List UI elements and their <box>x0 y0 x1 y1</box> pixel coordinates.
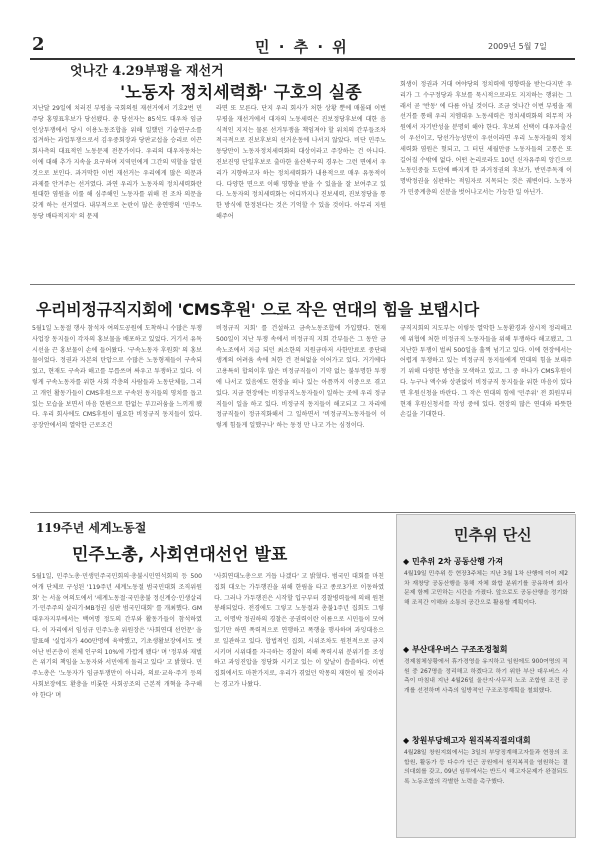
article2-column-3: 규직지회의 지도부는 이렇듯 열악한 노동환경과 삼시적 정리해고에 위협에 처한 비정규직 노동자들을 위해 투쟁하다 해고됐고, 그 지난한 투쟁이 벌써 500일을 훌쩍 넘기고 있다. 이에 현장에서는 어렵게 투쟁하고 있는 비정규직 동지들에게 연대의 힘을 보태주기 위해 다양한 방안을 모색하고 있고, 그 중 하나가 CMS후원이다. 누구나 액수와 상관없이 비정규직 동지들을 위한 마음이 있다면 후원신청을 바란다. 그 작은 연대의 힘에 '민주위' 전 회원부터 현재 후원신청서를 작성 중에 있다. 현장의 많은 연대와 따뜻한 손길을 기대한다. <box>400 325 572 419</box>
article1-column-2: 라면 또 모른다. 단지 우리 회사가 처한 상황 뿐에 매몰돼 이번 부평을 재선거에서 대자의 노동세력은 진보정당후보에 대한 음식적인 지지는 물론 선거투쟁을 책임져야 할 위치의 간부들조차 적극적으로 진보후보의 선거운동에 나서지 않았다. 비단 민주노동당만이 노동자정치세력화의 대상이라고 주장하는 건 아니다. 진보진영 단일후보로 출마한 울산북구의 경우는 그런 면에서 우리가 지향하고자 하는 정치세력화가 내용적으로 매우 유동적이다. 다양한 면으로 이해 영향을 받을 수 있을을 잘 보여주고 있다. 노동자의 정치세력화는 어디까지나 진보세력, 진보정당을 통한 방식에 한정된다는 것은 기억할 수 있을 것이다. 아무리 지원해주어 <box>216 105 386 220</box>
brief-3-headline: ◆ 창원부당해고자 원직복직결의대회 <box>403 736 531 745</box>
article2-headline: 우리비정규직지회에 'CMS후원' 으로 작은 연대의 힘을 보탭시다 <box>36 300 479 319</box>
article2-column-2: 비정규직 지회' 를 건설하고 금속노동조합에 가입했다. 현재 500일이 지난 투쟁 속에서 비정규직 지회 간부들은 그 동안 금속노조에서 지급 되던 최소한의 지원금마저 사한만료로 중단돼 생계의 어려움 속에 처한 건 전혀없을 이어가고 있다. 거기에다 고용특히 합의이후 많은 비정규직들이 기약 없는 불투명한 투쟁에 나서고 있음에도 현장을 떠나 있는 아픔까지 이중으로 겪고 있다. 지금 현장에는 비정규직노동자들이 일하는 곳에 우리 정규직들이 일을 하고 있다. 비정규직 동지들이 해고되고 그 자리에 정규직들이 정규직화해서 그 일하면서 '비정규직노동자들이 이렇게 힘들게 일했구나' 하는 동정 만 나고 가는 심정이다. <box>216 325 386 430</box>
article3-headline: 민주노총, 사회연대선언 발표 <box>72 545 288 565</box>
article1-headline: '노동자 정치세력화' 구호의 실종 <box>120 83 362 103</box>
brief-2-text: 경제침체상황에서 휴가경영을 유지하고 임원에도 900여명의 직원 중 267명을 정리해고 하겠다고 하기 위한 부산 대우버스 사측이 마침내 지난 4월26일 울산지·사무직 노조 조합원 조건 공개를 선전하며 사측의 일방적인 구조조정계획을 철회했다. <box>404 659 568 694</box>
brief-2-headline: ◆ 부산대우버스 구조조정철회 <box>403 645 508 654</box>
brief-1-headline: ◆ 민추위 2차 공동산행 가져 <box>403 557 504 566</box>
news-brief-title: 민추위 단신 <box>454 526 532 544</box>
article3-column-2: '사회연대노총으로 거듭 나겠다' 고 밝혔다. 범국민 대회를 마친 집회 대오는 가두행진을 위해 한림을 타고 종로3가로 이동하였다. 그러나 가두행진은 시작할 입구부터 경찰병력들에 의해 원천 봉쇄되었다. 전경에도 그렇고 노동절과 총불1주년 집회도 그렇고, 이명박 정권하의 경찰은 공권력이란 이름으로 시민들이 모여 있기만 하면 폭력적으로 연행하고 폭행을 행사하며 과잉대응으로 일관하고 있다. 합법적인 집회, 시위조차도 원천적으로 금지 시키며 시위대를 자극하는 경찰이 의해 폭력시위 분위기를 조성하고 과잉진압을 정당화 시키고 있는 이 앞날이 씁쓸하다. 이번 집회에서도 마찬가지로, 우리가 겪었던 악몽의 재현이 될 것이라는 경고가 나왔다. <box>214 573 384 688</box>
section-divider <box>30 512 575 513</box>
newspaper-name: 민 · 추 · 위 <box>255 38 349 56</box>
article3-column-1: 5월1일, 민주노총·민생민주국민회의·총불시민연석회의 등 500여개 단체로 구성된 '119주년 세계노동절 범국민대회 조직위원회' 는 서울 여의도에서 '세계노동절·국민총불 정신계승·민생살리기·민주주의 살리기·MB정권 심판 범국민대회' 를 개최했다. GM대우자지부에서는 백여명 정도의 간부와 활동가들이 참석하였다. 이 자리에서 임성규 민주노총 위원장은 '사회연대 선언문' 을 발표해 '실업자가 400만명에 육박했고, 기초생활보장에서도 벗어난 빈곤층이 전체 인구의 10%에 가깝게 됐다' 며 '정부와 재벌은 위기의 책임을 노동자와 서민에게 돌리고 있다' 고 밝혔다. 민주노총은 '노동자가 임금투쟁만이 아니라, 의료·교육·주거 등의 사회보장에도 환충을 비롯한 사회공조의 근본적 개혁을 추구해야 한다' 며 <box>32 573 202 699</box>
brief-1-text: 4월19일 민추위 등 현장3주체는 지난 3월 1차 산행에 이어 제2차 재창당 공동산행을 통해 자체 화합 분위기를 공유하며 회사 문제 함께 고민하는 시간을 가졌다. 앞으로도 공동산행을 정기화 해 조직간 이해와 소통의 공간으로 활용할 계획이다. <box>404 571 568 606</box>
issue-date: 2009년 5월 7일 <box>488 42 547 51</box>
article1-column-3: 회생이 정권과 거대 여야당의 정치력에 영향력을 받는다지만 우리가 그 수구정당과 후보를 묵시적으로라도 지지하는 행위는 그래서 곧 '반동' 에 다름 아닐 것이다. 조금 엇나간 이번 부평을 재선거를 통해 우리 지엠대우 노동세력은 정치세력화의 의무적 자원에서 자기반성을 분명히 해야 한다. 후보의 선택이 대우자출신이 우선이고, 당선가능성만이 우선이라면 우리 노동자들의 정치세력화 염원은 헛되고, 그 터딘 세월만큼 노동자들의 고통은 또 길어질 수밖에 없다. 어떤 논리로라도 10년 신자유주의 앙긴으로 노동민중들 도탄에 빠지게 한 과거정권의 후보가, 반민주독재 이명박정권을 심판하는 적임자로 지목되는 것은 궤변이다. 노동자가 민중계층의 신분을 벗어나고서는 가능한 일 아닌가. <box>400 81 572 196</box>
article3-kicker: 119주년 세계노동절 <box>36 521 147 535</box>
article2-column-1: 5월1일 노동절 행사 참석자 여의도공원에 도착하니 수많은 투쟁사업장 동지들이 각자의 홍보물을 배포하고 있었다. 거기서 유독 시선을 끈 홍보물이 손에 들어왔다. '구속노동자 후원회' 의 홍보물이었다. 정권과 자본의 탄압으로 수많은 노동형제들이 구속되었고, 현재도 구속과 해고를 무릅쓰며 싸우고 투쟁하고 있다. 이렇게 구속노동자를 위한 사회 각층의 사람들과 노동단체들, 그리고 개인 활동가들이 CMS후원으로 구속된 동지들의 영치를 돕고 있는 모습을 보면서 마음 한편으로 한없는 부끄러움을 느끼게 됐다. 우리 회사에도 CMS후원이 필요한 비정규직 동지들이 있다. 공장안에서의 열악한 근로조건 <box>32 325 202 430</box>
brief-3-text: 4월28일 창원지회에서는 3일의 부당징계해고자들과 현장의 조합원, 활동가 등 다수가 인근 공원에서 원직복직을 염원하는 결의대회를 갖고, 09년 임투에서는 반드시 해고자문제가 완결되도록 노동조합의 각별한 노력을 촉구했다. <box>404 750 568 785</box>
page-number: 2 <box>32 34 45 55</box>
section-divider <box>30 284 575 285</box>
article1-column-1: 지난달 29일에 치러진 부평을 국회의원 재선거에서 기호2번 민주당 홍영표후보가 당선됐다. 총 당선자는 85석도 대우차 임금인상투쟁에서 당시 이용노동조합을 위해 일했던 기술연구소를 집겨하는 과업투쟁으로서 김우중회장과 당판교섭을 승리로 이끈 회사측의 대표적인 노동문제 전문가이다. 우리의 대우자동차는 이에 대해 추가 지속을 요구하며 지역민에게 그간의 역할을 알린 것으로 보인다. 과거막한 이번 재선거는 우리에게 많은 의문과 과제를 안겨주는 선거였다. 과연 우리가 노동자의 정치세력화란 원대한 염원을 이룰 해 심주해인 노동자를 위해 전 조차 의문을 갖게 하는 선거였다. 내부적으로 논란이 많은 총연맹의 '민주노동당 배타적지지' 의 문제 <box>32 105 202 220</box>
article1-kicker: 엇나간 4.29부평을 재선거 <box>70 64 224 79</box>
